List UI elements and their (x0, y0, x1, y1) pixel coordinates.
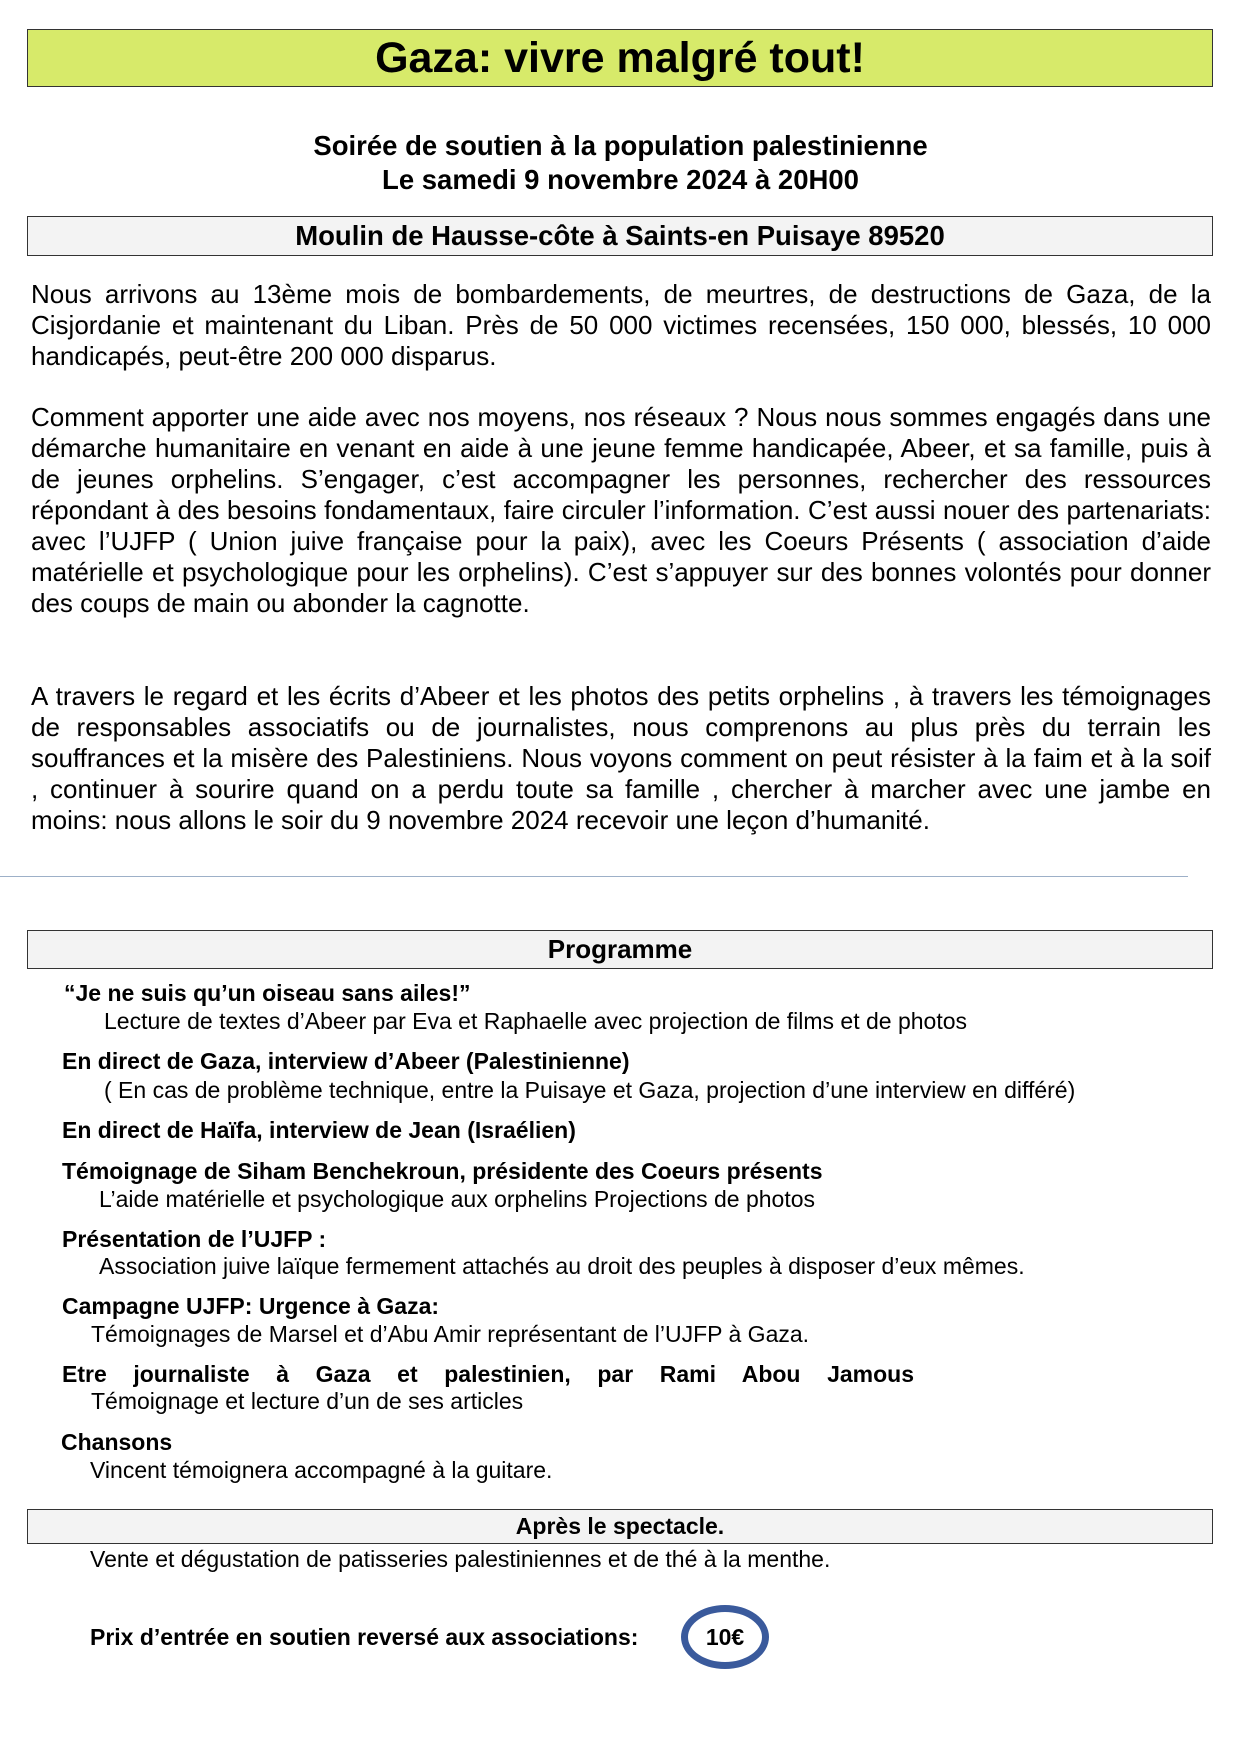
testimony-paragraph: A travers le regard et les écrits d’Abeer et les photos des petits orphelins , à travers les témoignages de responsables associatifs ou de journalistes, nous comprenons au plus près du terrain les souffrances et la misère des Palestiniens. Nous voyons comment on peut résister à la faim et à la soif , continuer à sourire quand on a perdu toute sa famille , chercher à marcher avec une jambe en moins: nous allons le soir du 9 novembre 2024 recevoir une leçon d’humanité. (31, 681, 1211, 835)
programme-banner: Programme (27, 930, 1213, 969)
programme-item-heading: Chansons (61, 1429, 173, 1455)
event-subtitle: Soirée de soutien à la population palestinienne (313, 130, 928, 161)
programme-item-description: Lecture de textes d’Abeer par Eva et Raphaelle avec projection de films et de photos (104, 1008, 968, 1034)
programme-item-description: Vincent témoignera accompagné à la guitare. (90, 1457, 553, 1483)
programme-item-heading: Etre journaliste à Gaza et palestinien, par Rami Abou Jamous (62, 1361, 914, 1387)
programme-item-description: L’aide matérielle et psychologique aux orphelins Projections de photos (99, 1186, 816, 1212)
programme-item-description: ( En cas de problème technique, entre la Puisaye et Gaza, projection d’une interview en différé) (104, 1077, 1076, 1103)
venue-banner: Moulin de Hausse-côte à Saints-en Puisaye 89520 (27, 216, 1213, 256)
intro-paragraph: Nous arrivons au 13ème mois de bombardements, de meurtres, de destructions de Gaza, de la Cisjordanie et maintenant du Liban. Près de 50 000 victimes recensées, 150 000, blessés, 10 000 handicapés, peut-être 200 000 disparus. (31, 279, 1211, 371)
programme-item-heading: Présentation de l’UJFP : (62, 1226, 327, 1252)
programme-item-heading: En direct de Haïfa, interview de Jean (Israélien) (62, 1117, 576, 1143)
after-show-text: Vente et dégustation de patisseries palestiniennes et de thé à la menthe. (90, 1546, 831, 1572)
programme-item-heading: Campagne UJFP: Urgence à Gaza: (62, 1293, 440, 1319)
price-badge: 10€ (681, 1605, 769, 1669)
programme-item-description: Association juive laïque fermement attachés au droit des peuples à disposer d’eux mêmes. (99, 1253, 1025, 1279)
programme-item-description: Témoignage et lecture d’un de ses articles (91, 1388, 524, 1414)
engagement-paragraph: Comment apporter une aide avec nos moyens, nos réseaux ? Nous nous sommes engagés dans une démarche humanitaire en venant en aide à une jeune femme handicapée, Abeer, et sa famille, puis à de jeunes orphelins. S’engager, c’est accompagner les personnes, rechercher des ressources répondant à des besoins fondamentaux, faire circuler l’information. C’est aussi nouer des partenariats: avec l’UJFP ( Union juive française pour la paix), avec les Coeurs Présents ( association d’aide matérielle et psychologique pour les orphelins). C’est s’appuyer sur des bonnes volontés pour donner des coups de main ou abonder la cagnotte. (31, 402, 1211, 618)
programme-item-heading: Témoignage de Siham Benchekroun, présidente des Coeurs présents (62, 1158, 823, 1184)
after-show-banner: Après le spectacle. (27, 1509, 1213, 1544)
programme-item-heading: En direct de Gaza, interview d’Abeer (Palestinienne) (62, 1048, 630, 1074)
section-divider (0, 876, 1188, 877)
price-label: Prix d’entrée en soutien reversé aux associations: (90, 1624, 639, 1650)
programme-item-description: Témoignages de Marsel et d’Abu Amir représentant de l’UJFP à Gaza. (91, 1321, 810, 1347)
programme-item-heading: “Je ne suis qu’un oiseau sans ailes!” (64, 980, 471, 1006)
event-date: Le samedi 9 novembre 2024 à 20H00 (382, 164, 859, 195)
page-title: Gaza: vivre malgré tout! (27, 29, 1213, 87)
